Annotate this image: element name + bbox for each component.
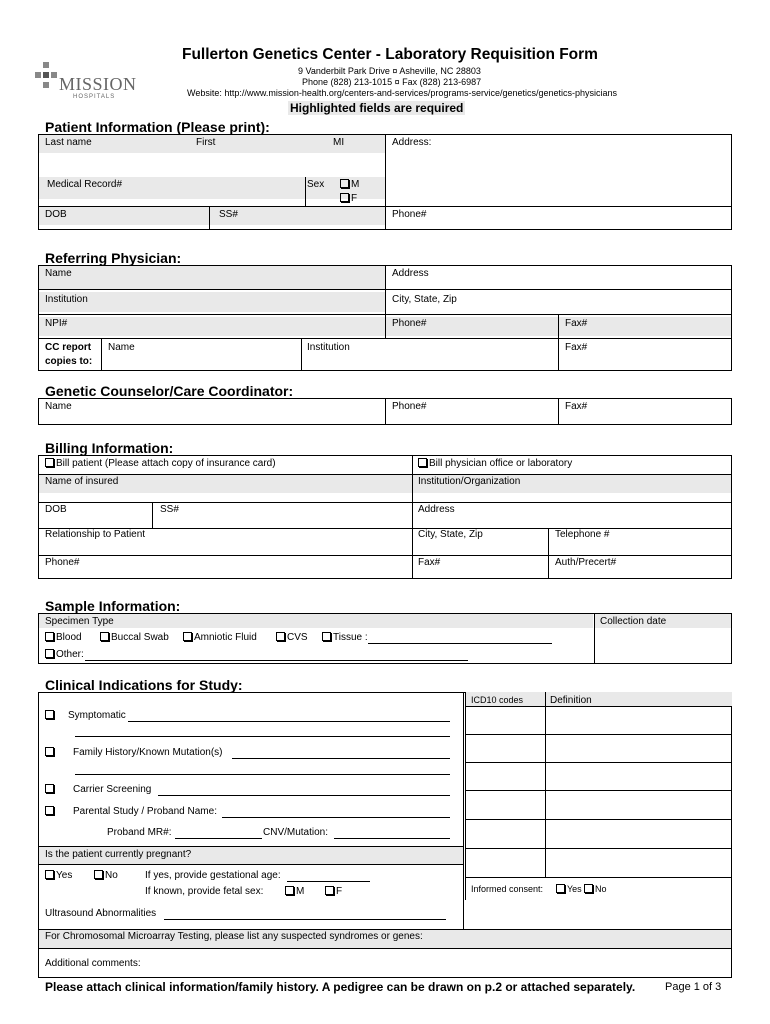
- cc-name-field[interactable]: Name: [108, 342, 135, 353]
- collection-date-field[interactable]: Collection date: [600, 616, 667, 627]
- ultrasound-line[interactable]: [164, 919, 446, 920]
- patient-table: [38, 134, 732, 230]
- form-title: Fullerton Genetics Center - Laboratory Requisition Form: [182, 46, 598, 63]
- mi-field[interactable]: MI: [333, 137, 345, 148]
- billing-table: [38, 455, 732, 579]
- medical-record-field[interactable]: Medical Record#: [47, 179, 123, 190]
- checkbox-icon: [418, 458, 427, 467]
- carrier-line[interactable]: [158, 795, 450, 796]
- name-insured-field[interactable]: Name of insured: [45, 476, 119, 487]
- fetal-f-checkbox[interactable]: F: [325, 886, 342, 897]
- counselor-name-field[interactable]: Name: [45, 401, 72, 412]
- checkbox-icon: [45, 784, 54, 793]
- family-history-label: Family History/Known Mutation(s): [73, 747, 223, 758]
- billing-dob-field[interactable]: DOB: [45, 504, 67, 515]
- physician-phone-field[interactable]: Phone#: [392, 318, 427, 329]
- bill-patient-checkbox[interactable]: Bill patient (Please attach copy of insurance card): [45, 458, 276, 469]
- required-note: Highlighted fields are required: [290, 101, 464, 115]
- billing-fax-field[interactable]: Fax#: [418, 557, 441, 568]
- cnv-label: CNV/Mutation:: [263, 827, 329, 838]
- billing-phone-field[interactable]: Phone#: [45, 557, 80, 568]
- checkbox-icon: [45, 806, 54, 815]
- pregnant-no-checkbox[interactable]: No: [94, 870, 118, 881]
- checkbox-icon: [45, 870, 54, 879]
- patient-highlight-row3: [39, 207, 385, 225]
- family-history-line[interactable]: [232, 758, 450, 759]
- mission-logo: [33, 58, 137, 104]
- icd10-header: ICD10 codes: [471, 695, 524, 705]
- checkbox-icon: [45, 649, 54, 658]
- counselor-heading: Genetic Counselor/Care Coordinator:: [45, 383, 294, 399]
- definition-header: Definition: [550, 695, 592, 706]
- symptomatic-checkbox[interactable]: [45, 710, 56, 721]
- institution-org-field[interactable]: Institution/Organization: [418, 476, 521, 487]
- checkbox-icon: [183, 632, 192, 641]
- cc-institution-field[interactable]: Institution: [307, 342, 350, 353]
- patient-phone-field[interactable]: Phone#: [392, 209, 427, 220]
- page-number: Page 1 of 3: [665, 981, 722, 993]
- checkbox-icon: [100, 632, 109, 641]
- checkbox-icon: [45, 747, 54, 756]
- checkbox-icon: [45, 632, 54, 641]
- proband-mr-label: Proband MR#:: [107, 827, 172, 838]
- symptomatic-line[interactable]: [128, 721, 450, 722]
- physician-address-field[interactable]: Address: [392, 268, 429, 279]
- checkbox-icon: [45, 458, 54, 467]
- checkbox-icon: [276, 632, 285, 641]
- gestational-line[interactable]: [287, 881, 370, 882]
- other-checkbox[interactable]: Other:: [45, 649, 84, 660]
- checkbox-icon: [340, 193, 349, 202]
- relationship-field[interactable]: Relationship to Patient: [45, 529, 146, 540]
- logo-text: MISSION: [59, 74, 137, 94]
- logo-subtext: HOSPITALS: [73, 94, 116, 100]
- parental-line[interactable]: [222, 817, 450, 818]
- family-history-line-2[interactable]: [75, 774, 450, 775]
- counselor-table: [38, 398, 732, 425]
- fetal-m-checkbox[interactable]: M: [285, 886, 304, 897]
- sex-label: Sex: [307, 179, 325, 190]
- telephone-field[interactable]: Telephone #: [555, 529, 610, 540]
- checkbox-icon: [45, 710, 54, 719]
- physician-institution-field[interactable]: Institution: [45, 294, 88, 305]
- family-history-checkbox[interactable]: [45, 747, 56, 758]
- informed-consent-label: Informed consent:: [471, 884, 544, 894]
- microarray-prompt: For Chromosomal Microarray Testing, please list any suspected syndromes or genes:: [45, 931, 423, 942]
- proband-mr-line[interactable]: [175, 838, 262, 839]
- center-address: 9 Vanderbilt Park Drive ¤ Asheville, NC 28803: [298, 66, 481, 76]
- center-phone: Phone (828) 213-1015 ¤ Fax (828) 213-6987: [302, 77, 482, 87]
- checkbox-icon: [94, 870, 103, 879]
- bill-physician-checkbox[interactable]: Bill physician office or laboratory: [418, 458, 572, 469]
- carrier-checkbox[interactable]: [45, 784, 56, 795]
- checkbox-icon: [325, 886, 334, 895]
- sample-heading: Sample Information:: [45, 598, 181, 614]
- checkbox-icon: [584, 884, 593, 893]
- footer-note: Please attach clinical information/family history. A pedigree can be drawn on p.2 or attached separately.: [45, 980, 636, 994]
- parental-label: Parental Study / Proband Name:: [73, 806, 217, 817]
- cvs-checkbox[interactable]: CVS: [276, 632, 308, 643]
- center-website[interactable]: Website: http://www.mission-health.org/centers-and-services/programs-service/genetics/genetics-physicians: [187, 88, 618, 98]
- fetal-sex-label: If known, provide fetal sex:: [145, 886, 264, 897]
- first-name-field[interactable]: First: [196, 137, 216, 148]
- carrier-label: Carrier Screening: [73, 784, 152, 795]
- buccal-checkbox[interactable]: Buccal Swab: [100, 632, 169, 643]
- billing-ss-field[interactable]: SS#: [160, 504, 179, 515]
- gestational-label: If yes, provide gestational age:: [145, 870, 281, 881]
- counselor-fax-field[interactable]: Fax#: [565, 401, 588, 412]
- consent-yes-checkbox[interactable]: Yes: [556, 884, 582, 894]
- checkbox-icon: [556, 884, 565, 893]
- billing-city-field[interactable]: City, State, Zip: [418, 529, 483, 540]
- patient-address-field[interactable]: Address:: [392, 137, 432, 148]
- billing-heading: Billing Information:: [45, 440, 174, 456]
- physician-fax-field[interactable]: Fax#: [565, 318, 588, 329]
- ss-field[interactable]: SS#: [219, 209, 238, 220]
- blood-checkbox[interactable]: Blood: [45, 632, 82, 643]
- clinical-heading: Clinical Indications for Study:: [45, 677, 243, 693]
- checkbox-icon: [340, 179, 349, 188]
- patient-heading: Patient Information (Please print):: [45, 119, 270, 135]
- physician-heading: Referring Physician:: [45, 250, 182, 266]
- ultrasound-label: Ultrasound Abnormalities: [45, 908, 157, 919]
- tissue-checkbox[interactable]: Tissue :: [322, 632, 368, 643]
- physician-name-field[interactable]: Name: [45, 268, 72, 279]
- copies-to-label: copies to:: [45, 356, 93, 367]
- specimen-type-label: Specimen Type: [45, 616, 114, 627]
- last-name-field[interactable]: Last name: [45, 137, 92, 148]
- billing-address-field[interactable]: Address: [418, 504, 455, 515]
- counselor-phone-field[interactable]: Phone#: [392, 401, 427, 412]
- symptomatic-label: Symptomatic: [68, 710, 126, 721]
- pregnant-question: Is the patient currently pregnant?: [45, 849, 192, 860]
- symptomatic-line-2[interactable]: [75, 736, 450, 737]
- other-line[interactable]: [85, 660, 468, 661]
- physician-table: [38, 265, 732, 371]
- cnv-line[interactable]: [334, 838, 450, 839]
- checkbox-icon: [322, 632, 331, 641]
- additional-comments-field[interactable]: Additional comments:: [45, 958, 141, 969]
- parental-checkbox[interactable]: [45, 806, 56, 817]
- amniotic-checkbox[interactable]: Amniotic Fluid: [183, 632, 257, 643]
- icd-grid: [465, 692, 732, 900]
- sex-m-checkbox[interactable]: M: [340, 179, 359, 190]
- tissue-line[interactable]: [368, 643, 552, 644]
- cc-report-label: CC report: [45, 342, 92, 353]
- cc-fax-field[interactable]: Fax#: [565, 342, 588, 353]
- consent-no-checkbox[interactable]: No: [584, 884, 607, 894]
- pregnant-yes-checkbox[interactable]: Yes: [45, 870, 72, 881]
- dob-field[interactable]: DOB: [45, 209, 67, 220]
- auth-precert-field[interactable]: Auth/Precert#: [555, 557, 617, 568]
- sex-f-checkbox[interactable]: F: [340, 193, 357, 204]
- physician-city-field[interactable]: City, State, Zip: [392, 294, 457, 305]
- checkbox-icon: [285, 886, 294, 895]
- physician-npi-field[interactable]: NPI#: [45, 318, 68, 329]
